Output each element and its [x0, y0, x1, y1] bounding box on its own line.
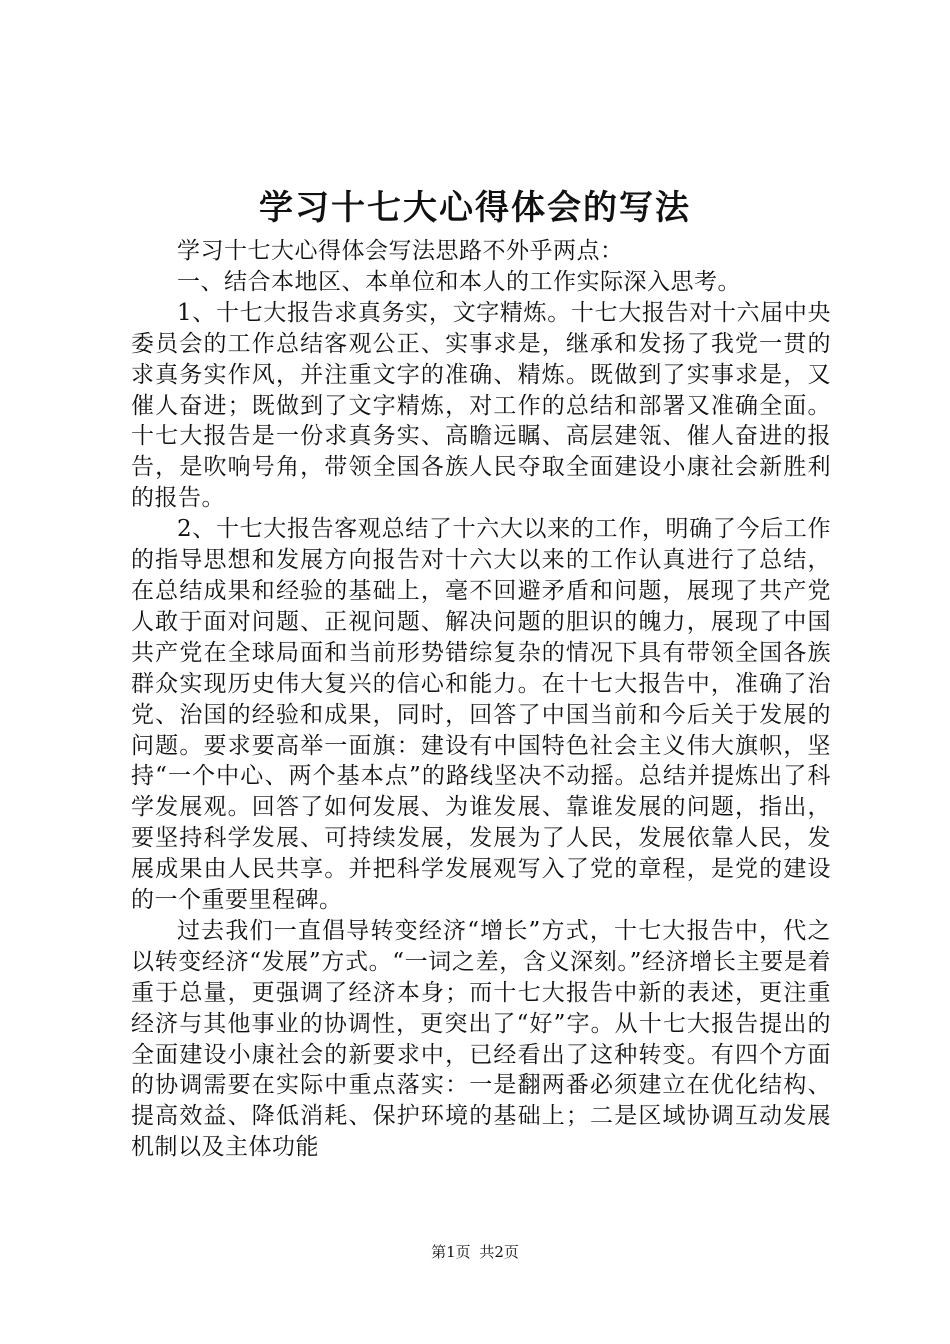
paragraph-point-2: 2、十七大报告客观总结了十六大以来的工作，明确了今后工作的指导思想和发展方向报告对十六大以来的工作认真进行了总结，在总结成果和经验的基础上，毫不回避矛盾和问题，展现了共产党人敢于面对问题、正视问题、解决问题的胆识的魄力，展现了中国共产党在全球局面和当前形势错综复杂的情况下具有带领全国各族群众实现历史伟大复兴的信心和能力。在十七大报告中，准确了治党、治国的经验和成果，同时，回答了中国当前和今后关于发展的问题。要求要高举一面旗：建设有中国特色社会主义伟大旗帜，坚持“一个中心、两个基本点”的路线坚决不动摇。总结并提炼出了科学发展观。回答了如何发展、为谁发展、靠谁发展的问题，指出，要坚持科学发展、可持续发展，发展为了人民，发展依靠人民，发展成果由人民共享。并把科学发展观写入了党的章程，是党的建设的一个重要里程碑。: [131, 516, 831, 914]
document-body: [131, 236, 831, 1163]
page-total: 共2页: [479, 1243, 519, 1261]
paragraph-section-heading: 一、结合本地区、本单位和本人的工作实际深入思考。: [177, 268, 741, 295]
page-footer: [0, 1242, 950, 1262]
paragraph-point-1: 1、十七大报告求真务实，文字精炼。十七大报告对十六届中央委员会的工作总结客观公正、实事求是，继承和发扬了我党一贯的求真务实作风，并注重文字的准确、精炼。既做到了实事求是，又催人奋进；既做到了文字精炼，对工作的总结和部署又准确全面。十七大报告是一份求真务实、高瞻远瞩、高层建瓴、催人奋进的报告，是吹响号角，带领全国各族人民夺取全面建设小康社会新胜利的报告。: [131, 299, 831, 512]
paragraph-intro: 学习十七大心得体会写法思路不外乎两点：: [177, 238, 624, 264]
document-title: 学习十七大心得体会的写法: [259, 188, 691, 228]
page-number: 第1页: [431, 1243, 471, 1261]
paragraph-economy: 过去我们一直倡导转变经济“增长”方式，十七大报告中，代之以转变经济“发展”方式。“一词之差，含义深刻。”经济增长主要是着重于总量，更强调了经济本身；而十七大报告中新的表述，更注重经济与其他事业的协调性，更突出了“好”字。从十七大报告提出的全面建设小康社会的新要求中，已经看出了这种转变。有四个方面的协调需要在实际中重点落实：一是翻两番必须建立在优化结构、提高效益、降低消耗、保护环境的基础上；二是区域协调互动发展机制以及主体功能: [131, 917, 831, 1161]
